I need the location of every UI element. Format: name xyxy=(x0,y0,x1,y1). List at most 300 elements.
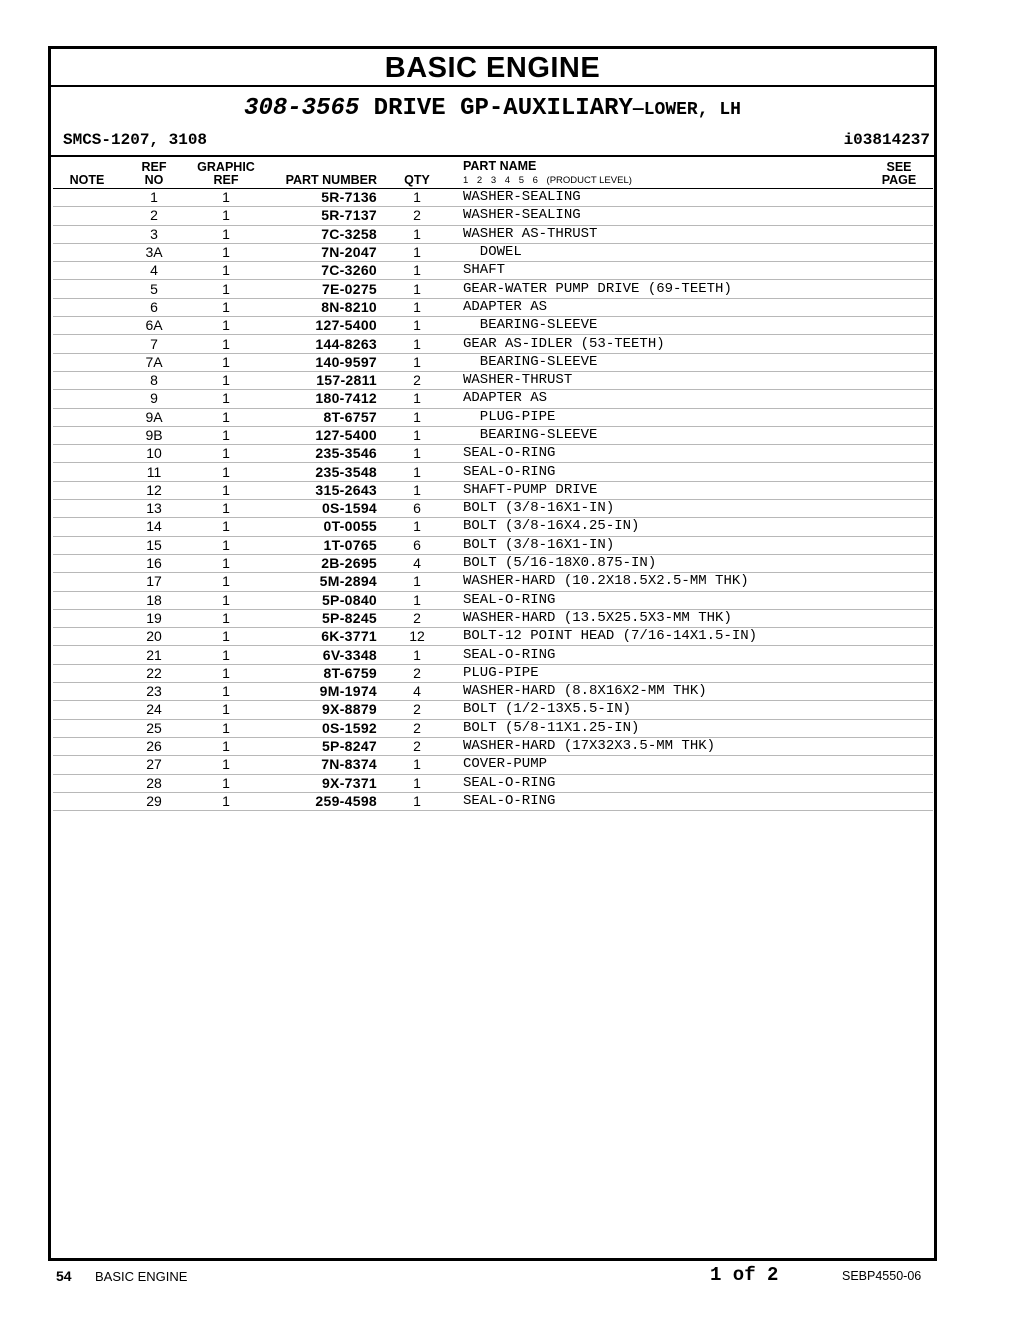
part-name: SEAL-O-RING xyxy=(455,463,865,481)
table-row xyxy=(53,573,933,591)
part-number: 9X-8879 xyxy=(265,701,379,719)
part-number: 5P-0840 xyxy=(265,591,379,609)
part-name: ADAPTER AS xyxy=(455,298,865,316)
part-ref-no: 10 xyxy=(121,445,187,463)
part-name: BOLT-12 POINT HEAD (7/16-14X1.5-IN) xyxy=(455,628,865,646)
part-graphic-ref: 1 xyxy=(187,719,265,737)
part-note xyxy=(53,518,121,536)
table-row xyxy=(53,371,933,389)
part-ref-no: 21 xyxy=(121,646,187,664)
part-see-page xyxy=(865,463,933,481)
part-number: 315-2643 xyxy=(265,481,379,499)
part-see-page xyxy=(865,737,933,755)
part-note xyxy=(53,463,121,481)
product-levels: 1 2 3 4 5 6 xyxy=(463,175,538,186)
part-note xyxy=(53,774,121,792)
part-name: GEAR-WATER PUMP DRIVE (69-TEETH) xyxy=(455,280,865,298)
part-graphic-ref: 1 xyxy=(187,243,265,261)
part-note xyxy=(53,390,121,408)
part-see-page xyxy=(865,719,933,737)
table-row xyxy=(53,664,933,682)
table-row xyxy=(53,554,933,572)
part-number: 8N-8210 xyxy=(265,298,379,316)
part-name: BOLT (3/8-16X4.25-IN) xyxy=(455,518,865,536)
table-row xyxy=(53,774,933,792)
part-number: 8T-6757 xyxy=(265,408,379,426)
part-graphic-ref: 1 xyxy=(187,737,265,755)
part-graphic-ref: 1 xyxy=(187,554,265,572)
part-qty: 2 xyxy=(379,371,455,389)
part-qty: 1 xyxy=(379,481,455,499)
part-name: WASHER-SEALING xyxy=(455,189,865,207)
table-row xyxy=(53,536,933,554)
part-number: 0S-1594 xyxy=(265,500,379,518)
table-row xyxy=(53,756,933,774)
part-ref-no: 3A xyxy=(121,243,187,261)
col-graphic-bottom: REF xyxy=(213,173,239,187)
part-note xyxy=(53,335,121,353)
part-see-page xyxy=(865,573,933,591)
part-see-page xyxy=(865,225,933,243)
table-row xyxy=(53,719,933,737)
table-row xyxy=(53,335,933,353)
part-see-page xyxy=(865,189,933,207)
part-qty: 1 xyxy=(379,591,455,609)
part-number: 7N-8374 xyxy=(265,756,379,774)
part-ref-no: 7A xyxy=(121,353,187,371)
part-number: 6K-3771 xyxy=(265,628,379,646)
table-row xyxy=(53,262,933,280)
part-number: 0S-1592 xyxy=(265,719,379,737)
table-row xyxy=(53,518,933,536)
part-name: COVER-PUMP xyxy=(455,756,865,774)
part-qty: 1 xyxy=(379,774,455,792)
part-note xyxy=(53,317,121,335)
part-number: 2B-2695 xyxy=(265,554,379,572)
part-number: 7C-3260 xyxy=(265,262,379,280)
part-number: 140-9597 xyxy=(265,353,379,371)
part-see-page xyxy=(865,609,933,627)
part-graphic-ref: 1 xyxy=(187,573,265,591)
part-note xyxy=(53,426,121,444)
part-name: SEAL-O-RING xyxy=(455,646,865,664)
part-ref-no: 6 xyxy=(121,298,187,316)
part-number: 5P-8247 xyxy=(265,737,379,755)
part-number: 7N-2047 xyxy=(265,243,379,261)
table-row xyxy=(53,408,933,426)
part-see-page xyxy=(865,298,933,316)
part-qty: 2 xyxy=(379,737,455,755)
part-qty: 1 xyxy=(379,573,455,591)
part-graphic-ref: 1 xyxy=(187,445,265,463)
part-ref-no: 14 xyxy=(121,518,187,536)
part-see-page xyxy=(865,500,933,518)
table-row xyxy=(53,426,933,444)
part-name: WASHER-THRUST xyxy=(455,371,865,389)
part-ref-no: 2 xyxy=(121,207,187,225)
section-title: BASIC ENGINE xyxy=(51,49,934,87)
part-qty: 6 xyxy=(379,536,455,554)
part-graphic-ref: 1 xyxy=(187,298,265,316)
part-name: SEAL-O-RING xyxy=(455,591,865,609)
part-number: 5M-2894 xyxy=(265,573,379,591)
part-graphic-ref: 1 xyxy=(187,280,265,298)
part-number: 6V-3348 xyxy=(265,646,379,664)
part-note xyxy=(53,646,121,664)
part-note xyxy=(53,280,121,298)
part-qty: 1 xyxy=(379,792,455,810)
part-graphic-ref: 1 xyxy=(187,500,265,518)
part-ref-no: 13 xyxy=(121,500,187,518)
part-ref-no: 9 xyxy=(121,390,187,408)
part-graphic-ref: 1 xyxy=(187,518,265,536)
part-name: SEAL-O-RING xyxy=(455,792,865,810)
table-row xyxy=(53,591,933,609)
part-ref-no: 16 xyxy=(121,554,187,572)
part-number: 1T-0765 xyxy=(265,536,379,554)
document-number: SEBP4550-06 xyxy=(842,1269,922,1283)
part-see-page xyxy=(865,554,933,572)
part-note xyxy=(53,500,121,518)
part-ref-no: 7 xyxy=(121,335,187,353)
part-qty: 2 xyxy=(379,719,455,737)
part-graphic-ref: 1 xyxy=(187,664,265,682)
part-qty: 1 xyxy=(379,225,455,243)
part-ref-no: 9B xyxy=(121,426,187,444)
part-see-page xyxy=(865,390,933,408)
col-see-bottom: PAGE xyxy=(881,173,917,187)
part-qty: 12 xyxy=(379,628,455,646)
part-name: BOLT (3/8-16X1-IN) xyxy=(455,536,865,554)
part-note xyxy=(53,371,121,389)
part-name: SHAFT xyxy=(455,262,865,280)
part-name: WASHER-HARD (17X32X3.5-MM THK) xyxy=(455,737,865,755)
part-see-page xyxy=(865,317,933,335)
part-note xyxy=(53,737,121,755)
table-row xyxy=(53,189,933,207)
group-name: DRIVE GP-AUXILIARY xyxy=(373,95,633,122)
part-graphic-ref: 1 xyxy=(187,225,265,243)
part-graphic-ref: 1 xyxy=(187,756,265,774)
product-level-label: (PRODUCT LEVEL) xyxy=(546,175,632,186)
table-row xyxy=(53,243,933,261)
part-graphic-ref: 1 xyxy=(187,353,265,371)
part-name: BEARING-SLEEVE xyxy=(455,353,865,371)
part-graphic-ref: 1 xyxy=(187,335,265,353)
part-number: 7E-0275 xyxy=(265,280,379,298)
part-number: 9M-1974 xyxy=(265,683,379,701)
illustration-id: i03814237 xyxy=(843,131,930,149)
part-graphic-ref: 1 xyxy=(187,646,265,664)
part-name: SEAL-O-RING xyxy=(455,445,865,463)
part-qty: 1 xyxy=(379,298,455,316)
part-see-page xyxy=(865,756,933,774)
part-graphic-ref: 1 xyxy=(187,390,265,408)
part-see-page xyxy=(865,371,933,389)
footer-section: BASIC ENGINE xyxy=(95,1269,188,1284)
part-number: 235-3546 xyxy=(265,445,379,463)
part-note xyxy=(53,298,121,316)
col-graphic-top: GRAPHIC xyxy=(197,160,255,174)
part-ref-no: 25 xyxy=(121,719,187,737)
part-see-page xyxy=(865,664,933,682)
part-number: 7C-3258 xyxy=(265,225,379,243)
part-qty: 1 xyxy=(379,646,455,664)
part-qty: 1 xyxy=(379,426,455,444)
part-see-page xyxy=(865,335,933,353)
part-see-page xyxy=(865,683,933,701)
part-see-page xyxy=(865,445,933,463)
part-see-page xyxy=(865,262,933,280)
part-note xyxy=(53,591,121,609)
part-note xyxy=(53,243,121,261)
part-graphic-ref: 1 xyxy=(187,189,265,207)
part-number: 127-5400 xyxy=(265,426,379,444)
group-number: 308-3565 xyxy=(244,95,360,122)
part-graphic-ref: 1 xyxy=(187,481,265,499)
part-name: BOLT (3/8-16X1-IN) xyxy=(455,500,865,518)
part-qty: 2 xyxy=(379,701,455,719)
part-ref-no: 26 xyxy=(121,737,187,755)
smcs-code: SMCS-1207, 3108 xyxy=(63,131,208,149)
part-note xyxy=(53,573,121,591)
part-ref-no: 8 xyxy=(121,371,187,389)
part-note xyxy=(53,445,121,463)
part-ref-no: 17 xyxy=(121,573,187,591)
part-ref-no: 3 xyxy=(121,225,187,243)
part-name: BOLT (5/8-11X1.25-IN) xyxy=(455,719,865,737)
part-graphic-ref: 1 xyxy=(187,463,265,481)
table-row xyxy=(53,463,933,481)
part-qty: 2 xyxy=(379,664,455,682)
part-qty: 1 xyxy=(379,353,455,371)
col-part-number: PART NUMBER xyxy=(265,157,379,189)
part-qty: 2 xyxy=(379,207,455,225)
part-qty: 4 xyxy=(379,683,455,701)
page-number: 54 xyxy=(56,1268,72,1284)
page-footer xyxy=(0,1264,1020,1290)
part-see-page xyxy=(865,591,933,609)
part-name: BEARING-SLEEVE xyxy=(455,426,865,444)
part-ref-no: 29 xyxy=(121,792,187,810)
part-ref-no: 23 xyxy=(121,683,187,701)
table-row xyxy=(53,737,933,755)
part-qty: 1 xyxy=(379,280,455,298)
part-see-page xyxy=(865,243,933,261)
table-row xyxy=(53,683,933,701)
part-see-page xyxy=(865,207,933,225)
part-qty: 1 xyxy=(379,390,455,408)
part-qty: 1 xyxy=(379,262,455,280)
meta-line xyxy=(51,127,934,157)
part-qty: 1 xyxy=(379,317,455,335)
part-qty: 4 xyxy=(379,554,455,572)
part-number: 127-5400 xyxy=(265,317,379,335)
part-graphic-ref: 1 xyxy=(187,426,265,444)
part-graphic-ref: 1 xyxy=(187,774,265,792)
part-see-page xyxy=(865,481,933,499)
part-ref-no: 18 xyxy=(121,591,187,609)
part-ref-no: 12 xyxy=(121,481,187,499)
part-name: GEAR AS-IDLER (53-TEETH) xyxy=(455,335,865,353)
part-qty: 1 xyxy=(379,463,455,481)
col-see-top: SEE xyxy=(886,160,912,174)
part-ref-no: 6A xyxy=(121,317,187,335)
part-ref-no: 19 xyxy=(121,609,187,627)
part-name: BOLT (1/2-13X5.5-IN) xyxy=(455,701,865,719)
part-name: BEARING-SLEEVE xyxy=(455,317,865,335)
part-number: 8T-6759 xyxy=(265,664,379,682)
parts-table xyxy=(53,157,933,811)
part-graphic-ref: 1 xyxy=(187,792,265,810)
part-name: WASHER AS-THRUST xyxy=(455,225,865,243)
col-ref-bottom: NO xyxy=(144,173,164,187)
part-note xyxy=(53,408,121,426)
part-see-page xyxy=(865,628,933,646)
part-graphic-ref: 1 xyxy=(187,207,265,225)
part-ref-no: 20 xyxy=(121,628,187,646)
part-graphic-ref: 1 xyxy=(187,262,265,280)
table-row xyxy=(53,701,933,719)
part-number: 235-3548 xyxy=(265,463,379,481)
part-note xyxy=(53,701,121,719)
part-note xyxy=(53,554,121,572)
col-ref-no xyxy=(121,157,187,189)
part-name: BOLT (5/16-18X0.875-IN) xyxy=(455,554,865,572)
part-name: SEAL-O-RING xyxy=(455,774,865,792)
part-qty: 1 xyxy=(379,408,455,426)
part-qty: 1 xyxy=(379,518,455,536)
table-row xyxy=(53,792,933,810)
part-ref-no: 5 xyxy=(121,280,187,298)
part-graphic-ref: 1 xyxy=(187,609,265,627)
col-graphic-ref xyxy=(187,157,265,189)
part-qty: 1 xyxy=(379,243,455,261)
part-note xyxy=(53,628,121,646)
part-qty: 1 xyxy=(379,445,455,463)
table-row xyxy=(53,317,933,335)
group-suffix: —LOWER, LH xyxy=(632,100,741,120)
part-note xyxy=(53,207,121,225)
part-note xyxy=(53,609,121,627)
table-row xyxy=(53,500,933,518)
part-graphic-ref: 1 xyxy=(187,591,265,609)
col-ref-top: REF xyxy=(141,160,167,174)
part-note xyxy=(53,189,121,207)
part-number: 157-2811 xyxy=(265,371,379,389)
part-number: 5R-7136 xyxy=(265,189,379,207)
part-qty: 1 xyxy=(379,335,455,353)
part-name: WASHER-HARD (8.8X16X2-MM THK) xyxy=(455,683,865,701)
col-note: NOTE xyxy=(53,157,121,189)
part-ref-no: 4 xyxy=(121,262,187,280)
part-see-page xyxy=(865,792,933,810)
part-name: WASHER-HARD (10.2X18.5X2.5-MM THK) xyxy=(455,573,865,591)
part-see-page xyxy=(865,353,933,371)
part-see-page xyxy=(865,701,933,719)
part-ref-no: 28 xyxy=(121,774,187,792)
part-number: 9X-7371 xyxy=(265,774,379,792)
part-qty: 1 xyxy=(379,189,455,207)
part-number: 180-7412 xyxy=(265,390,379,408)
part-note xyxy=(53,353,121,371)
part-note xyxy=(53,536,121,554)
part-graphic-ref: 1 xyxy=(187,536,265,554)
part-ref-no: 27 xyxy=(121,756,187,774)
table-row xyxy=(53,280,933,298)
table-row xyxy=(53,609,933,627)
part-note xyxy=(53,481,121,499)
part-ref-no: 11 xyxy=(121,463,187,481)
part-note xyxy=(53,664,121,682)
part-name: SHAFT-PUMP DRIVE xyxy=(455,481,865,499)
part-note xyxy=(53,756,121,774)
part-name: WASHER-SEALING xyxy=(455,207,865,225)
table-row xyxy=(53,225,933,243)
part-see-page xyxy=(865,536,933,554)
part-name: ADAPTER AS xyxy=(455,390,865,408)
part-see-page xyxy=(865,426,933,444)
part-qty: 1 xyxy=(379,756,455,774)
part-graphic-ref: 1 xyxy=(187,628,265,646)
part-note xyxy=(53,719,121,737)
table-row xyxy=(53,353,933,371)
part-ref-no: 15 xyxy=(121,536,187,554)
part-name: WASHER-HARD (13.5X25.5X3-MM THK) xyxy=(455,609,865,627)
page-of: 1 of 2 xyxy=(710,1264,779,1286)
col-see-page xyxy=(865,157,933,189)
parts-table-body xyxy=(53,189,933,811)
part-graphic-ref: 1 xyxy=(187,683,265,701)
part-graphic-ref: 1 xyxy=(187,408,265,426)
part-see-page xyxy=(865,408,933,426)
part-note xyxy=(53,262,121,280)
col-part-name-label: PART NAME xyxy=(463,159,537,173)
part-number: 5P-8245 xyxy=(265,609,379,627)
table-row xyxy=(53,390,933,408)
part-note xyxy=(53,225,121,243)
part-name: DOWEL xyxy=(455,243,865,261)
table-row xyxy=(53,481,933,499)
part-ref-no: 24 xyxy=(121,701,187,719)
part-name: PLUG-PIPE xyxy=(455,408,865,426)
table-row xyxy=(53,646,933,664)
part-number: 5R-7137 xyxy=(265,207,379,225)
part-qty: 6 xyxy=(379,500,455,518)
part-see-page xyxy=(865,646,933,664)
part-see-page xyxy=(865,518,933,536)
part-number: 259-4598 xyxy=(265,792,379,810)
part-see-page xyxy=(865,280,933,298)
parts-page-frame xyxy=(48,46,937,1261)
part-ref-no: 1 xyxy=(121,189,187,207)
table-row xyxy=(53,298,933,316)
part-number: 0T-0055 xyxy=(265,518,379,536)
part-note xyxy=(53,792,121,810)
part-graphic-ref: 1 xyxy=(187,317,265,335)
part-name: PLUG-PIPE xyxy=(455,664,865,682)
table-row xyxy=(53,628,933,646)
group-title xyxy=(51,87,934,127)
part-graphic-ref: 1 xyxy=(187,371,265,389)
col-qty: QTY xyxy=(379,157,455,189)
table-header xyxy=(53,157,933,189)
part-note xyxy=(53,683,121,701)
part-number: 144-8263 xyxy=(265,335,379,353)
part-qty: 2 xyxy=(379,609,455,627)
part-see-page xyxy=(865,774,933,792)
table-row xyxy=(53,445,933,463)
